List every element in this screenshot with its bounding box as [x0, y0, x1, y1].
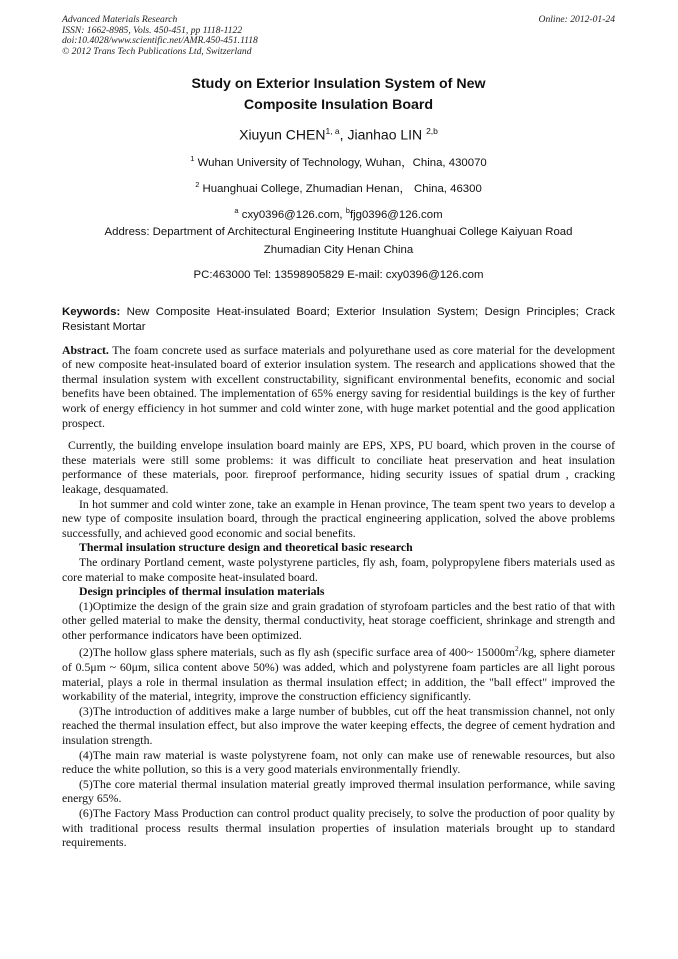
email-line: [62, 201, 615, 225]
affiliation-1: [62, 149, 615, 173]
principle-1: (1)Optimize the design of the grain size and grain gradation of styrofoam particles and the best ratio of that with other gelled material to make the density, thermal conductivity, heat storage coefficient, shrinkage and strength and other performance indicators have been optimized.: [62, 598, 615, 642]
principle-4: (4)The main raw material is waste polystyrene foam, not only can make use of renewable resources, but also reduce the white pollution, so this is a very good materials environmentally friendly.: [62, 747, 615, 777]
affiliation-2: [62, 175, 615, 199]
author-2-name: Jianhao LIN: [347, 127, 427, 144]
paper-title: [62, 74, 615, 116]
author-1-name: Xiuyun CHEN: [239, 127, 326, 144]
principle-2-part-b: /kg, sphere diameter of 0.5μm ~ 60μm, silica content above 50%) was added, which and polystyrene foam particles are all light porous material, plays a role in thermal insulation as thermal insulation effect; in addition, the "ball effect" improved the workability of the material, integrity, improve the construction efficiency significantly.: [62, 645, 615, 704]
affiliation-2-sup: 2: [195, 179, 200, 189]
keywords: [62, 305, 615, 334]
paragraph-2: In hot summer and cold winter zone, take an example in Henan province, The team spent two years to develop a new type of composite insulation board, through the practical engineering application, solved the above problems successfully, and achieved good economic and social benefits.: [62, 496, 615, 540]
paragraph-1: Currently, the building envelope insulation board mainly are EPS, XPS, PU board, which proven in the course of these materials were still some problems: it was difficult to conciliate heat preservation and heat insulation performance of these materials, poor. fireproof performance, hiding security issues of spatial drum , cracking leakage, desquamated.: [62, 438, 615, 496]
abstract-text: The foam concrete used as surface materials and polyurethane used as core material for the development of new composite heat-insulated board of exterior insulation system. The research and applications showed that the thermal insulation system with excellent constructability, significant environmental benefits, economic and social benefits have been obtained. The implementation of 65% energy saving for residential buildings is the key of further work of energy efficiency in hot summer and cold winter zone, with huge market potential and the good application prospect.: [62, 342, 615, 430]
email-a[interactable]: cxy0396@126.com,: [238, 208, 346, 221]
affiliation-1-text: Wuhan University of Technology, Wuhan，China, 430070: [194, 156, 487, 169]
contact-line: PC:463000 Tel: 13598905829 E-mail: cxy0396@126.com: [193, 269, 484, 282]
author-separator: ,: [339, 127, 348, 144]
abstract-label: Abstract.: [62, 342, 109, 357]
email-b[interactable]: fjg0396@126.com: [349, 208, 443, 221]
online-date: Online: 2012-01-24: [538, 14, 615, 25]
journal-name: Advanced Materials Research: [62, 14, 178, 25]
keywords-label: Keywords:: [62, 306, 121, 319]
section-heading-1: Thermal insulation structure design and theoretical basic research: [79, 540, 413, 555]
paper-page: [62, 15, 615, 850]
principle-5: (5)The core material thermal insulation material greatly improved thermal insulation performance, while saving energy 65%.: [62, 776, 615, 806]
principle-2: [62, 642, 615, 703]
section-heading-2: Design principles of thermal insulation materials: [79, 584, 325, 599]
author-1-sup: 1, a: [325, 126, 340, 137]
affiliation-2-text: Huanghuai College, Zhumadian Henan， China, 46300: [199, 182, 482, 195]
principle-3: (3)The introduction of additives make a large number of bubbles, cut off the heat transmission channel, not only reached the thermal insulation effect, but also improve the water keeping effects, the degree of cement hydration and insulation strength.: [62, 703, 615, 747]
principle-2-part-a: (2)The hollow glass sphere materials, such as fly ash (specific surface area of 400~ 15000m: [79, 645, 515, 660]
address-block: [62, 224, 615, 259]
copyright-line: © 2012 Trans Tech Publications Ltd, Switzerland: [62, 45, 252, 57]
title-line-2: Composite Insulation Board: [243, 97, 434, 114]
principle-6: (6)The Factory Mass Production can control product quality precisely, to solve the production of poor quality by with traditional process results thermal insulation properties of insulation materials brought up to standard requirements.: [62, 805, 615, 850]
author-line: [62, 126, 615, 143]
abstract: [62, 343, 615, 431]
title-line-1: Study on Exterior Insulation System of New: [191, 76, 486, 93]
journal-header: [62, 15, 615, 57]
address-line-2: Zhumadian City Henan China: [263, 243, 414, 256]
email-b-sup: b: [345, 205, 350, 215]
author-2-sup: 2,b: [426, 126, 438, 137]
keywords-text: New Composite Heat-insulated Board; Exterior Insulation System; Design Principles; Crack Resistant Mortar: [62, 306, 615, 334]
affiliation-1-sup: 1: [190, 154, 195, 164]
email-a-sup: a: [234, 205, 239, 215]
address-line-1: Address: Department of Architectural Engineering Institute Huanghuai College Kaiyuan Road: [104, 226, 573, 239]
doi-line: doi:10.4028/www.scientific.net/AMR.450-451.1118: [62, 35, 258, 47]
issn-line: ISSN: 1662-8985, Vols. 450-451, pp 1118-1122: [62, 24, 243, 36]
principle-2-sup: 2: [514, 644, 519, 654]
paragraph-3: The ordinary Portland cement, waste polystyrene particles, fly ash, foam, polypropylene fibers materials used as core material to make composite heat-insulated board.: [62, 554, 615, 584]
body-text: [62, 438, 615, 850]
